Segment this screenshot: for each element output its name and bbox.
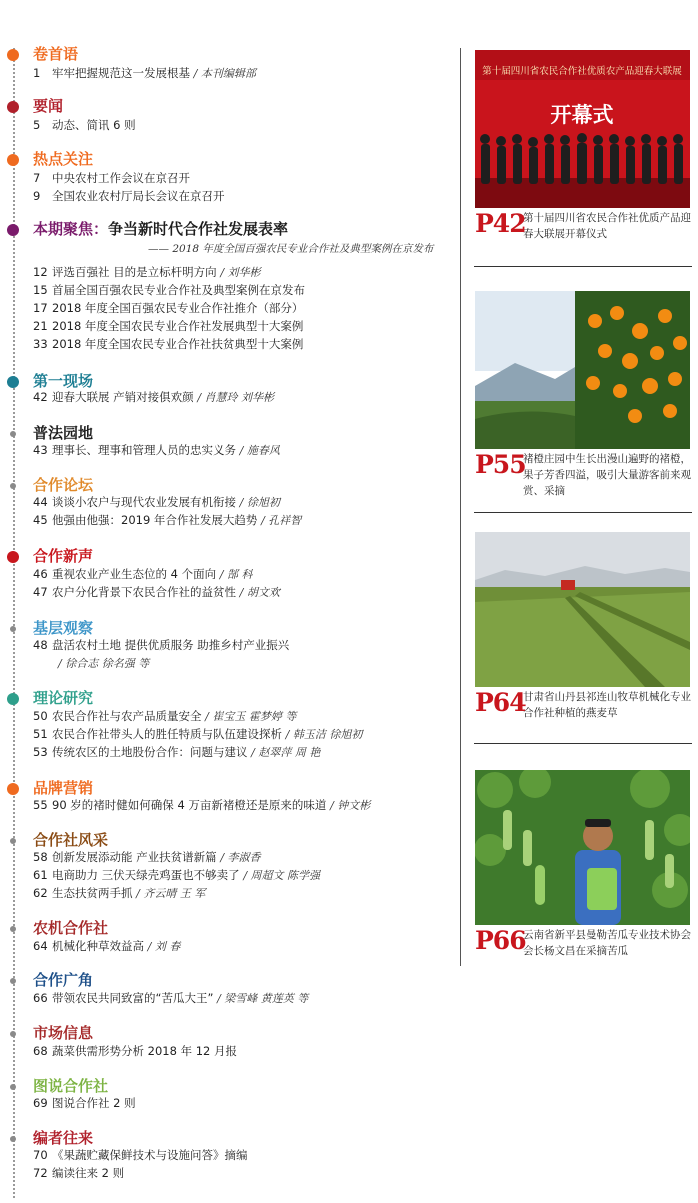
entry-author: / 韩玉洁 徐旭初 — [285, 728, 363, 741]
entry-author: / 胡文欢 — [239, 586, 280, 599]
toc-entry[interactable] — [33, 885, 205, 902]
photo-caption: 甘肃省山丹县祁连山牧草机械化专业合作社种植的燕麦草 — [523, 691, 691, 719]
toc-entry[interactable] — [33, 744, 320, 761]
toc-entry[interactable] — [33, 655, 149, 672]
entry-title: 中央农村工作会议在京召开 — [52, 171, 190, 185]
toc-entry[interactable] — [33, 584, 280, 601]
section-bullet-icon — [7, 49, 19, 61]
entry-author: / 徐旭初 — [239, 496, 280, 509]
photo-page-number[interactable]: P55 — [475, 450, 526, 479]
page-number: 70 — [33, 1148, 48, 1162]
entry-title: 90 岁的褚时健如何确保 4 万亩新褚橙还是原来的味道 — [52, 798, 327, 812]
toc-entry[interactable] — [33, 797, 370, 814]
section-bullet-icon — [7, 154, 19, 166]
section-title[interactable]: 合作新声 — [33, 547, 94, 565]
toc-entry[interactable] — [33, 566, 253, 583]
entry-author: / 徐合志 徐名强 等 — [58, 657, 150, 670]
entry-title: 《果蔬贮藏保鲜技术与设施问答》摘编 — [52, 1148, 248, 1162]
entry-author: / 赵翠萍 周 艳 — [251, 746, 321, 759]
column-divider — [460, 48, 461, 966]
page-number: 44 — [33, 495, 48, 509]
entry-title: 带领农民共同致富的“苦瓜大王” — [52, 991, 214, 1005]
page-number: 58 — [33, 850, 48, 864]
page-number: 47 — [33, 585, 48, 599]
page-number: 66 — [33, 991, 48, 1005]
page-number: 50 — [33, 709, 48, 723]
focus-title-label: 本期聚焦： — [33, 220, 109, 238]
section-bullet-icon — [10, 626, 16, 632]
separator-line — [474, 512, 692, 513]
section-bullet-icon — [7, 783, 19, 795]
toc-entry[interactable] — [33, 726, 362, 743]
toc-entry[interactable] — [33, 336, 303, 352]
section-title[interactable]: 市场信息 — [33, 1024, 94, 1042]
entry-author: / 周超文 陈学强 — [243, 869, 321, 882]
entry-title: 动态、简讯 6 则 — [52, 118, 136, 132]
section-title[interactable]: 普法园地 — [33, 424, 94, 442]
section-bullet-icon — [7, 693, 19, 705]
entry-author: / 齐云晴 王 军 — [136, 887, 206, 900]
entry-title: 迎春大联展 产销对接俱欢颜 — [52, 390, 194, 404]
toc-entry[interactable] — [33, 708, 296, 725]
entry-title: 农民合作社与农产品质量安全 — [52, 709, 202, 723]
separator-line — [474, 743, 692, 744]
entry-title: 评选百强社 目的是立标杆明方向 — [52, 265, 217, 279]
page-number: 5 — [33, 118, 41, 132]
focus-title-topic: 争当新时代合作社发展表率 — [108, 220, 289, 238]
entry-author: / 钟文彬 — [330, 799, 371, 812]
toc-entry[interactable] — [33, 849, 261, 866]
toc-entry[interactable] — [33, 389, 274, 406]
focus-title — [33, 220, 288, 238]
banner-sign: 开幕式 — [550, 103, 614, 127]
page-number: 33 — [33, 337, 48, 351]
entry-title: 首届全国百强农民专业合作社及典型案例在京发布 — [52, 283, 305, 297]
entry-title: 谈谈小农户与现代农业发展有机衔接 — [52, 495, 236, 509]
page-number: 48 — [33, 638, 48, 652]
section-title[interactable]: 编者往来 — [33, 1129, 94, 1147]
toc-entry[interactable] — [33, 264, 261, 281]
toc-entry[interactable] — [33, 300, 303, 316]
entry-title: 电商助力 三伏天绿壳鸡蛋也不够卖了 — [52, 868, 240, 882]
entry-title: 理事长、理事和管理人员的忠实义务 — [52, 443, 236, 457]
page-number: 15 — [33, 283, 48, 297]
page-number: 46 — [33, 567, 48, 581]
toc-entry[interactable] — [33, 188, 225, 204]
photo-caption: 第十届四川省农民合作社优质产品迎春大联展开幕仪式 — [523, 212, 691, 240]
page-number: 72 — [33, 1166, 48, 1180]
toc-entry[interactable] — [33, 637, 289, 653]
page-number: 53 — [33, 745, 48, 759]
entry-title: 2018 年度全国农民专业合作社扶贫典型十大案例 — [52, 337, 304, 351]
toc-entry[interactable] — [33, 1043, 237, 1059]
entry-title: 创新发展添动能 产业扶贫谱新篇 — [52, 850, 217, 864]
entry-title: 2018 年度全国农民专业合作社发展典型十大案例 — [52, 319, 304, 333]
toc-entry[interactable] — [33, 938, 180, 955]
page-number: 45 — [33, 513, 48, 527]
entry-title: 牢牢把握规范这一发展根基 — [52, 66, 190, 80]
photo-bitter-melon[interactable] — [475, 770, 690, 925]
separator-line — [474, 266, 692, 267]
page-number: 7 — [33, 171, 41, 185]
entry-title: 传统农区的土地股份合作：问题与建议 — [52, 745, 248, 759]
section-title[interactable]: 基层观察 — [33, 619, 94, 637]
section-title[interactable]: 热点关注 — [33, 150, 94, 168]
toc-entry[interactable] — [33, 990, 308, 1007]
entry-author: / 梁雪峰 黄莲英 等 — [217, 992, 309, 1005]
section-bullet-icon — [10, 431, 16, 437]
page-number: 1 — [33, 66, 41, 80]
section-title[interactable]: 理论研究 — [33, 689, 94, 707]
toc-entry[interactable] — [33, 65, 256, 82]
section-title[interactable]: 第一现场 — [33, 372, 94, 390]
section-bullet-icon — [7, 224, 19, 236]
section-bullet-icon — [10, 978, 16, 984]
photo-page-number[interactable]: P64 — [475, 688, 526, 717]
section-title[interactable]: 品牌营销 — [33, 779, 94, 797]
entry-title: 重视农业产业生态位的 4 个面向 — [52, 567, 217, 581]
field-illustration — [475, 532, 690, 687]
section-bullet-icon — [10, 1136, 16, 1142]
section-title[interactable]: 卷首语 — [33, 45, 79, 63]
section-bullet-icon — [10, 926, 16, 932]
toc-entry[interactable] — [33, 512, 301, 529]
page-number: 62 — [33, 886, 48, 900]
section-bullet-icon — [7, 101, 19, 113]
entry-title: 编读往来 2 则 — [52, 1166, 125, 1180]
toc-entry[interactable] — [33, 867, 320, 884]
bitter-melon-illustration — [475, 770, 690, 925]
page-number: 68 — [33, 1044, 48, 1058]
entry-title: 盘活农村土地 提供优质服务 助推乡村产业振兴 — [52, 638, 290, 652]
page-number: 61 — [33, 868, 48, 882]
section-bullet-icon — [10, 1031, 16, 1037]
entry-author: / 孔祥智 — [261, 514, 302, 527]
entry-title: 2018 年度全国百强农民专业合作社推介（部分） — [52, 301, 304, 315]
page-number: 12 — [33, 265, 48, 279]
entry-author: / 崔宝玉 霍梦婷 等 — [205, 710, 297, 723]
entry-title: 生态扶贫两手抓 — [52, 886, 133, 900]
section-bullet-icon — [7, 551, 19, 563]
photo-opening-ceremony[interactable] — [475, 50, 690, 208]
entry-author: / 刘华彬 — [220, 266, 261, 279]
toc-entry[interactable] — [33, 442, 280, 459]
ceremony-illustration — [475, 50, 690, 208]
section-title[interactable]: 要闻 — [33, 97, 64, 115]
section-title[interactable]: 合作论坛 — [33, 476, 94, 494]
entry-title: 农民合作社带头人的胜任特质与队伍建设探析 — [52, 727, 282, 741]
toc-entry[interactable] — [33, 1147, 248, 1163]
entry-title: 机械化种草效益高 — [52, 939, 144, 953]
page-number: 42 — [33, 390, 48, 404]
entry-author: / 李淑香 — [220, 851, 261, 864]
photo-column — [460, 48, 698, 968]
toc-entry[interactable] — [33, 1095, 136, 1111]
page-number: 21 — [33, 319, 48, 333]
section-title[interactable]: 合作广角 — [33, 971, 94, 989]
page-number: 43 — [33, 443, 48, 457]
section-bullet-icon — [10, 838, 16, 844]
photo-caption: 褚橙庄园中生长出漫山遍野的褚橙，果子芳香四溢，吸引大量游客前来观赏、采摘 — [523, 453, 691, 497]
photo-page-number[interactable]: P66 — [475, 926, 526, 955]
toc-entry[interactable] — [33, 117, 136, 133]
page-number: 69 — [33, 1096, 48, 1110]
entry-title: 图说合作社 2 则 — [52, 1096, 136, 1110]
section-title[interactable]: 合作社风采 — [33, 831, 109, 849]
page-number: 64 — [33, 939, 48, 953]
page-number: 17 — [33, 301, 48, 315]
section-subtitle: —— 2018 年度全国百强农民专业合作社及典型案例在京发布 — [148, 243, 434, 255]
entry-author: / 施春风 — [239, 444, 280, 457]
toc-entry[interactable] — [33, 318, 303, 334]
page-number: 9 — [33, 189, 41, 203]
entry-title: 他强由他强：2019 年合作社发展大趋势 — [52, 513, 258, 527]
section-title[interactable] — [33, 219, 288, 239]
entry-title: 蔬菜供需形势分析 2018 年 12 月报 — [52, 1044, 238, 1058]
section-bullet-icon — [10, 483, 16, 489]
entry-author: / 本刊编辑部 — [193, 67, 256, 80]
entry-title: 全国农业农村厅局长会议在京召开 — [52, 189, 225, 203]
toc-entry[interactable] — [33, 170, 190, 186]
section-bullet-icon — [7, 376, 19, 388]
toc-entry[interactable] — [33, 1165, 124, 1181]
section-title[interactable]: 图说合作社 — [33, 1077, 109, 1095]
section-title[interactable]: 农机合作社 — [33, 919, 109, 937]
entry-author: / 郜 科 — [219, 568, 253, 581]
toc-entry[interactable] — [33, 494, 280, 511]
page-number: 51 — [33, 727, 48, 741]
timeline-dotted-line — [13, 48, 15, 1198]
entry-author: / 刘 春 — [147, 940, 181, 953]
orchard-illustration — [475, 291, 690, 449]
entry-author: / 肖慧玲 刘华彬 — [197, 391, 275, 404]
photo-caption: 云南省新平县曼勒苦瓜专业技术协会会长杨文昌在采摘苦瓜 — [523, 929, 691, 957]
banner-text: 第十届四川省农民合作社优质农产品迎春大联展 — [482, 66, 682, 77]
toc-entry[interactable] — [33, 282, 305, 298]
photo-orange-orchard[interactable] — [475, 291, 690, 449]
entry-title: 农户分化背景下农民合作社的益贫性 — [52, 585, 236, 599]
section-bullet-icon — [10, 1084, 16, 1090]
photo-oat-field[interactable] — [475, 532, 690, 687]
photo-page-number[interactable]: P42 — [475, 209, 526, 238]
page-number: 55 — [33, 798, 48, 812]
